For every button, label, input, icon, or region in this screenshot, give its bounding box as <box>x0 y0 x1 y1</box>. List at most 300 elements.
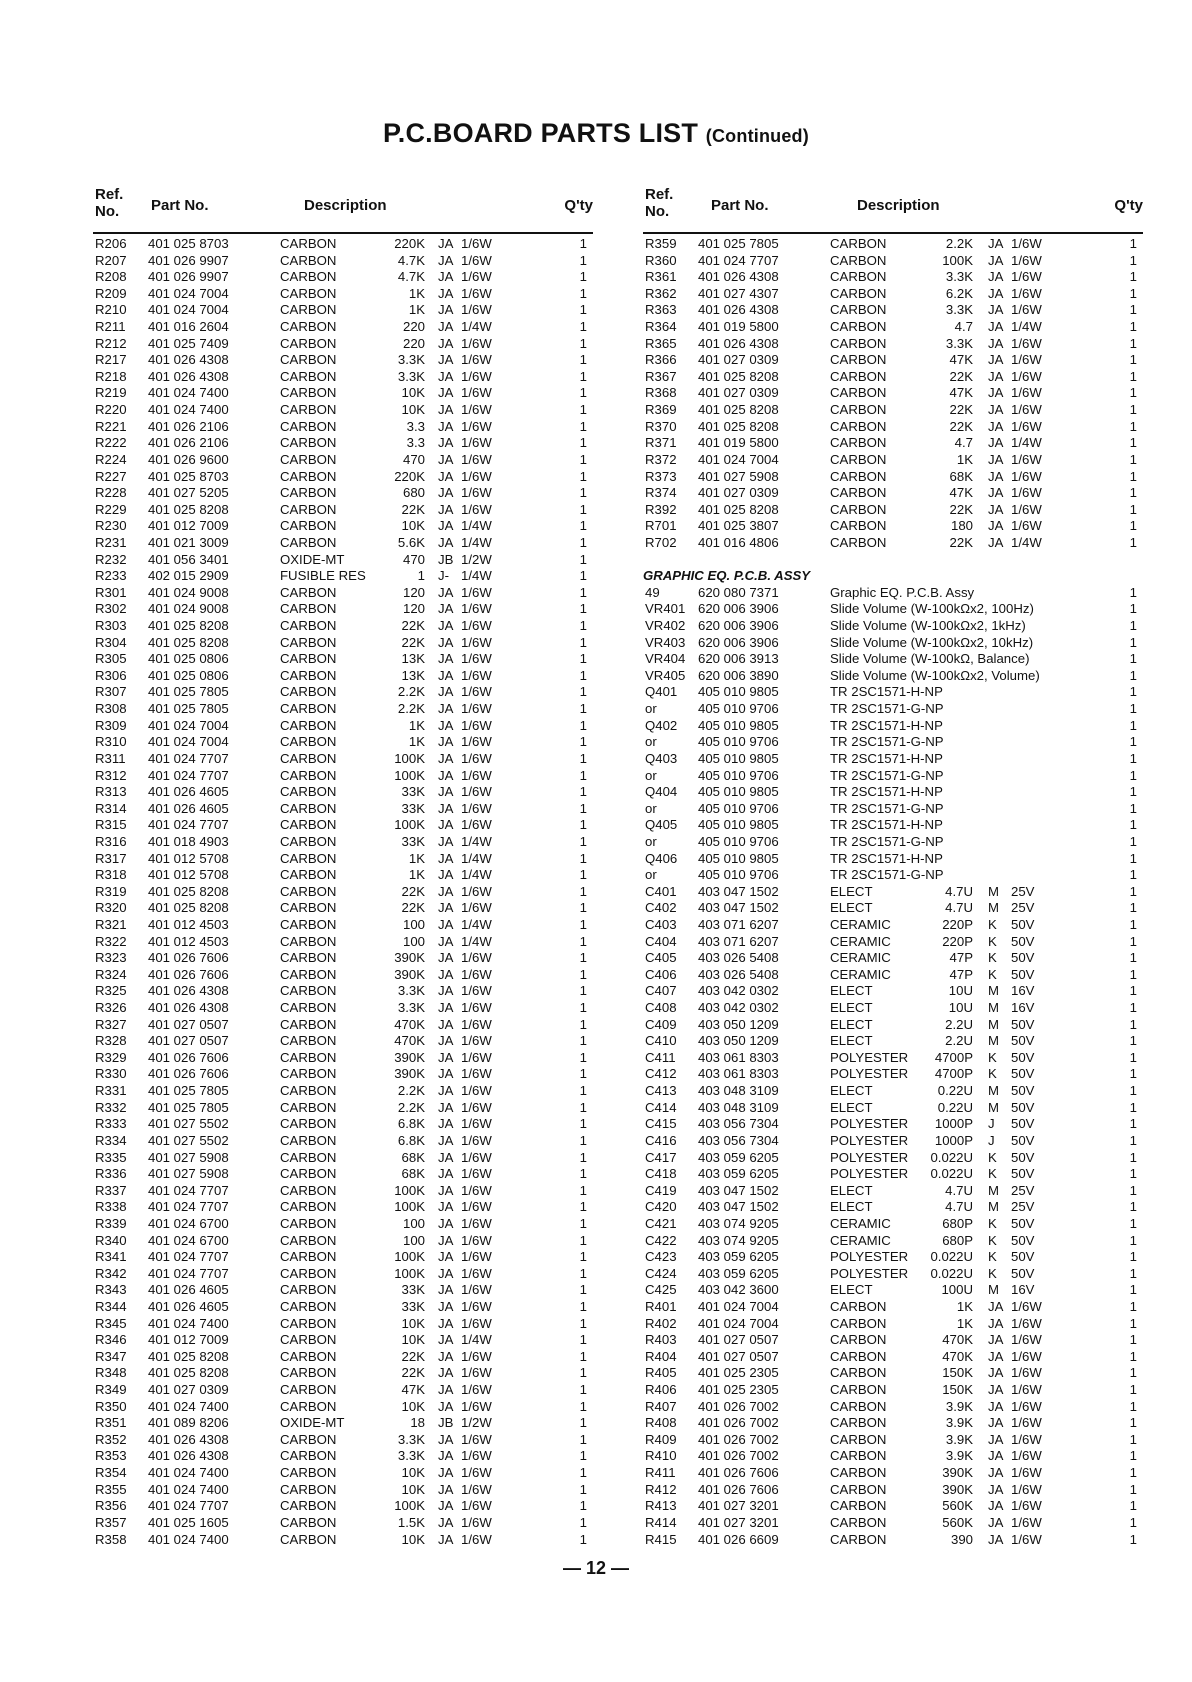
quantity: 1 <box>1129 352 1137 368</box>
value: 470K <box>394 1016 425 1032</box>
value: 390K <box>394 966 425 982</box>
table-row <box>93 1249 593 1266</box>
quantity: 1 <box>1129 1166 1137 1182</box>
ref-no: R322 <box>95 933 127 949</box>
ref-no: C414 <box>645 1099 677 1115</box>
table-row <box>93 385 593 402</box>
table-row <box>643 884 1143 901</box>
rating: 1/6W <box>461 750 492 766</box>
ref-no: R311 <box>95 750 126 766</box>
table-row <box>93 651 593 668</box>
part-no: 401 026 7606 <box>148 1066 229 1082</box>
part-type: CARBON <box>280 1315 337 1331</box>
tolerance: K <box>988 1249 997 1265</box>
rating: 1/6W <box>461 1099 492 1115</box>
part-type: CARBON <box>280 1016 337 1032</box>
value: 180 <box>950 518 973 534</box>
quantity: 1 <box>579 667 587 683</box>
quantity: 1 <box>579 850 587 866</box>
part-no: 401 027 5908 <box>698 468 779 484</box>
rating: 25V <box>1011 1182 1035 1198</box>
rating: 1/6W <box>461 651 492 667</box>
rating: 1/4W <box>461 1332 492 1348</box>
tolerance: JA <box>438 385 454 401</box>
quantity: 1 <box>1129 1049 1137 1065</box>
table-row <box>93 1498 593 1515</box>
value: 22K <box>401 501 425 517</box>
tolerance: JA <box>988 501 1004 517</box>
value: 100K <box>394 1498 425 1514</box>
tolerance: J- <box>438 568 449 584</box>
rating: 1/2W <box>461 1415 492 1431</box>
part-no: 403 074 9205 <box>698 1232 779 1248</box>
tolerance: K <box>988 933 997 949</box>
value: 13K <box>401 651 425 667</box>
tolerance: JA <box>438 368 454 384</box>
table-row <box>643 352 1143 369</box>
quantity: 1 <box>1129 1398 1137 1414</box>
quantity: 1 <box>579 734 587 750</box>
ref-no: C408 <box>645 1000 677 1016</box>
value: 100K <box>942 252 973 268</box>
quantity: 1 <box>579 518 587 534</box>
quantity: 1 <box>579 435 587 451</box>
description: TR 2SC1571-G-NP <box>830 800 944 816</box>
ref-no: R363 <box>645 302 677 318</box>
part-no: 405 010 9805 <box>698 684 779 700</box>
table-row <box>93 402 593 419</box>
ref-no: R217 <box>95 352 127 368</box>
part-no: 401 089 8206 <box>148 1415 229 1431</box>
quantity: 1 <box>579 485 587 501</box>
rating: 1/6W <box>461 1315 492 1331</box>
rating: 1/6W <box>1011 368 1042 384</box>
ref-no: C411 <box>645 1049 676 1065</box>
part-no: 401 027 5908 <box>148 1149 229 1165</box>
value: 100K <box>394 1249 425 1265</box>
table-row <box>93 1033 593 1050</box>
value: 4.7K <box>397 252 425 268</box>
rating: 1/6W <box>461 618 492 634</box>
part-no: 401 012 5708 <box>148 850 229 866</box>
part-type: CARBON <box>280 1282 337 1298</box>
part-type: CARBON <box>280 651 337 667</box>
quantity: 1 <box>1129 1315 1137 1331</box>
part-no: 401 024 7004 <box>698 451 779 467</box>
rating: 1/6W <box>461 900 492 916</box>
part-no: 403 048 3109 <box>698 1083 779 1099</box>
part-type: CARBON <box>280 485 337 501</box>
ref-no: C420 <box>645 1199 677 1215</box>
table-row <box>93 1432 593 1449</box>
rating: 1/6W <box>461 501 492 517</box>
quantity: 1 <box>1129 667 1137 683</box>
tolerance: K <box>988 1232 997 1248</box>
tolerance: JA <box>438 983 454 999</box>
tolerance: JA <box>988 1514 1004 1530</box>
tolerance: JA <box>438 335 454 351</box>
quantity: 1 <box>579 252 587 268</box>
quantity: 1 <box>579 651 587 667</box>
value: 4700P <box>934 1066 973 1082</box>
table-row <box>643 701 1143 718</box>
ref-no: R329 <box>95 1049 127 1065</box>
ref-no: or <box>645 767 657 783</box>
value: 4.7 <box>954 319 973 335</box>
ref-no: R313 <box>95 784 127 800</box>
qty-header: Q'ty <box>1114 197 1143 214</box>
part-no: 403 059 6205 <box>698 1166 779 1182</box>
table-row <box>643 950 1143 967</box>
ref-no: C416 <box>645 1132 677 1148</box>
quantity: 1 <box>579 767 587 783</box>
table-row <box>643 1017 1143 1034</box>
part-no: 620 006 3906 <box>698 601 779 617</box>
table-row <box>643 1183 1143 1200</box>
ref-no: R410 <box>645 1448 677 1464</box>
tolerance: JA <box>988 1431 1004 1447</box>
ref-no: Q403 <box>645 750 678 766</box>
table-row <box>93 1415 593 1432</box>
quantity: 1 <box>1129 1033 1137 1049</box>
part-type: CERAMIC <box>830 1232 891 1248</box>
value: 3.3 <box>406 418 425 434</box>
table-row <box>643 1000 1143 1017</box>
part-type: CARBON <box>830 435 887 451</box>
part-no: 401 016 2604 <box>148 319 229 335</box>
part-no: 401 012 5708 <box>148 867 229 883</box>
rating: 1/6W <box>461 634 492 650</box>
ref-no: R351 <box>95 1415 127 1431</box>
ref-no: R337 <box>95 1182 127 1198</box>
value: 470 <box>402 551 425 567</box>
value: 1000P <box>934 1116 973 1132</box>
value: 100 <box>402 1232 425 1248</box>
value: 47K <box>949 352 973 368</box>
rating: 1/6W <box>1011 1498 1042 1514</box>
quantity: 1 <box>579 966 587 982</box>
ref-no: R320 <box>95 900 127 916</box>
table-row <box>93 1216 593 1233</box>
tolerance: JA <box>988 1299 1004 1314</box>
quantity: 1 <box>579 302 587 318</box>
ref-no: R354 <box>95 1465 127 1481</box>
rating: 50V <box>1011 950 1035 966</box>
tolerance: JA <box>438 1232 454 1248</box>
value: 22K <box>401 1348 425 1364</box>
quantity: 1 <box>1129 252 1137 268</box>
value: 680P <box>942 1232 973 1248</box>
value: 10K <box>401 1315 425 1331</box>
table-row <box>93 718 593 735</box>
part-type: CARBON <box>830 1481 887 1497</box>
part-type: CARBON <box>830 1531 887 1547</box>
ref-no: Q402 <box>645 717 678 733</box>
part-no: 620 006 3890 <box>698 667 779 683</box>
value: 1K <box>956 451 973 467</box>
quantity: 1 <box>579 933 587 949</box>
table-row <box>93 1299 593 1316</box>
value: 560K <box>942 1514 973 1530</box>
part-no: 401 027 0309 <box>698 385 779 401</box>
ref-no: R338 <box>95 1199 127 1215</box>
rating: 1/6W <box>461 435 492 451</box>
part-type: ELECT <box>830 1033 873 1049</box>
quantity: 1 <box>579 1116 587 1132</box>
part-no: 401 026 4308 <box>148 983 229 999</box>
part-type: POLYESTER <box>830 1249 909 1265</box>
part-type: CARBON <box>280 634 337 650</box>
table-row <box>93 1050 593 1067</box>
table-row <box>93 1515 593 1532</box>
ref-header-line2: No. <box>645 203 670 220</box>
quantity: 1 <box>579 385 587 401</box>
value: 3.3K <box>945 335 973 351</box>
part-no: 401 056 3401 <box>148 551 229 567</box>
part-no: 401 024 7707 <box>148 1249 229 1265</box>
tolerance: K <box>988 1049 997 1065</box>
ref-no: R305 <box>95 651 127 667</box>
value: 390K <box>942 1465 973 1481</box>
ref-no: R369 <box>645 402 677 418</box>
part-type: CERAMIC <box>830 916 891 932</box>
table-row <box>93 1316 593 1333</box>
quantity: 1 <box>579 1448 587 1464</box>
ref-no: R302 <box>95 601 127 617</box>
part-type: CARBON <box>280 1099 337 1115</box>
part-no: 401 026 4308 <box>148 1448 229 1464</box>
part-type: CARBON <box>280 584 337 600</box>
ref-no: R368 <box>645 385 677 401</box>
table-row <box>93 618 593 635</box>
rating: 1/6W <box>461 1199 492 1215</box>
ref-no: R414 <box>645 1514 677 1530</box>
ref-no: R231 <box>95 534 127 550</box>
tolerance: JA <box>438 1199 454 1215</box>
ref-no: 49 <box>645 584 660 600</box>
value: 1K <box>408 302 425 318</box>
tolerance: M <box>988 1199 999 1215</box>
part-no: 403 061 8303 <box>698 1066 779 1082</box>
table-row <box>93 601 593 618</box>
quantity: 1 <box>579 1033 587 1049</box>
part-type: CARBON <box>280 1299 337 1314</box>
value: 0.022U <box>930 1249 973 1265</box>
quantity: 1 <box>579 501 587 517</box>
value: 560K <box>942 1498 973 1514</box>
quantity: 1 <box>579 983 587 999</box>
value: 10K <box>401 1481 425 1497</box>
tolerance: M <box>988 1083 999 1099</box>
value: 5.6K <box>397 534 425 550</box>
rating: 1/6W <box>461 402 492 418</box>
table-row <box>93 535 593 552</box>
table-row <box>93 585 593 602</box>
table-row <box>643 518 1143 535</box>
rating: 1/6W <box>461 1265 492 1281</box>
ref-no: R339 <box>95 1215 127 1231</box>
quantity: 1 <box>579 1531 587 1547</box>
table-row <box>643 1532 1143 1549</box>
part-no: 401 026 4308 <box>698 302 779 318</box>
quantity: 1 <box>579 684 587 700</box>
table-row <box>93 502 593 519</box>
tolerance: JA <box>988 402 1004 418</box>
tolerance: M <box>988 1099 999 1115</box>
part-no: 401 026 4308 <box>698 335 779 351</box>
tolerance: JA <box>438 767 454 783</box>
rating: 1/6W <box>461 883 492 899</box>
value: 100K <box>394 1265 425 1281</box>
part-type: CARBON <box>280 1066 337 1082</box>
ref-no: C402 <box>645 900 677 916</box>
table-row <box>93 1482 593 1499</box>
rating: 1/6W <box>1011 485 1042 501</box>
rating: 1/6W <box>1011 518 1042 534</box>
left-parts-rows <box>93 236 593 1548</box>
ref-no: R360 <box>645 252 677 268</box>
quantity: 1 <box>579 800 587 816</box>
ref-no: R321 <box>95 916 127 932</box>
quantity: 1 <box>1129 1332 1137 1348</box>
tolerance: JA <box>438 1514 454 1530</box>
part-no: 405 010 9706 <box>698 833 779 849</box>
tolerance: JA <box>988 1382 1004 1398</box>
ref-no: R327 <box>95 1016 127 1032</box>
value: 1K <box>956 1299 973 1314</box>
right-parts-rows-bottom <box>643 1299 1143 1548</box>
value: 10K <box>401 1332 425 1348</box>
value: 4.7U <box>945 883 973 899</box>
value: 390K <box>942 1481 973 1497</box>
part-no: 401 025 8208 <box>148 900 229 916</box>
part-no: 401 026 7002 <box>698 1431 779 1447</box>
table-row <box>643 751 1143 768</box>
value: 3.3K <box>945 269 973 285</box>
value: 22K <box>949 501 973 517</box>
part-no: 405 010 9805 <box>698 717 779 733</box>
part-type: CARBON <box>280 950 337 966</box>
quantity: 1 <box>579 1315 587 1331</box>
tolerance: JA <box>438 933 454 949</box>
tolerance: J <box>988 1116 995 1132</box>
tolerance: JA <box>438 1215 454 1231</box>
quantity: 1 <box>1129 618 1137 634</box>
part-type: CARBON <box>280 1199 337 1215</box>
table-row <box>643 1233 1143 1250</box>
ref-no: R355 <box>95 1481 127 1497</box>
value: 22K <box>401 634 425 650</box>
value: 6.8K <box>397 1116 425 1132</box>
rating: 1/4W <box>461 568 492 584</box>
ref-no: C410 <box>645 1033 677 1049</box>
table-row <box>643 452 1143 469</box>
value: 220P <box>942 933 973 949</box>
value: 220 <box>402 319 425 335</box>
table-row <box>93 485 593 502</box>
tolerance: JA <box>988 335 1004 351</box>
part-no: 401 024 7004 <box>148 734 229 750</box>
ref-no: R349 <box>95 1382 127 1398</box>
rating: 1/6W <box>461 352 492 368</box>
part-no: 401 025 0806 <box>148 667 229 683</box>
tolerance: M <box>988 900 999 916</box>
quantity: 1 <box>1129 916 1137 932</box>
part-no: 401 027 5502 <box>148 1116 229 1132</box>
table-row <box>643 867 1143 884</box>
table-row <box>93 336 593 353</box>
part-type: CARBON <box>830 335 887 351</box>
table-row <box>93 1349 593 1366</box>
tolerance: JA <box>988 236 1004 251</box>
value: 47K <box>949 385 973 401</box>
quantity: 1 <box>1129 1282 1137 1298</box>
part-type: FUSIBLE RES <box>280 568 366 584</box>
part-no: 401 025 2305 <box>698 1365 779 1381</box>
part-no: 401 025 3807 <box>698 518 779 534</box>
quantity: 1 <box>579 817 587 833</box>
ref-no: R227 <box>95 468 127 484</box>
quantity: 1 <box>1129 1182 1137 1198</box>
tolerance: JA <box>988 269 1004 285</box>
value: 68K <box>401 1166 425 1182</box>
table-row <box>93 1100 593 1117</box>
ref-no: R314 <box>95 800 127 816</box>
tolerance: M <box>988 1182 999 1198</box>
rating: 1/6W <box>461 1033 492 1049</box>
ref-no: R331 <box>95 1083 127 1099</box>
quantity: 1 <box>579 269 587 285</box>
value: 4.7U <box>945 1199 973 1215</box>
tolerance: K <box>988 1215 997 1231</box>
ref-no: R332 <box>95 1099 127 1115</box>
part-no: 401 012 7009 <box>148 1332 229 1348</box>
part-no: 405 010 9706 <box>698 767 779 783</box>
table-row <box>93 668 593 685</box>
tolerance: JA <box>438 883 454 899</box>
rating: 1/6W <box>461 701 492 717</box>
tolerance: JA <box>988 435 1004 451</box>
tolerance: JA <box>438 916 454 932</box>
table-row <box>643 1332 1143 1349</box>
description: Slide Volume (W-100kΩx2, 100Hz) <box>830 601 1034 617</box>
part-no: 401 024 7400 <box>148 1465 229 1481</box>
part-type: CARBON <box>830 352 887 368</box>
part-type: POLYESTER <box>830 1166 909 1182</box>
rating: 1/6W <box>461 584 492 600</box>
tolerance: JA <box>438 950 454 966</box>
rating: 1/6W <box>461 1465 492 1481</box>
ref-no: VR401 <box>645 601 686 617</box>
tolerance: JA <box>438 1083 454 1099</box>
tolerance: JA <box>438 1465 454 1481</box>
part-type: ELECT <box>830 883 873 899</box>
part-no: 401 024 7707 <box>148 1182 229 1198</box>
table-row <box>93 1066 593 1083</box>
quantity: 1 <box>579 402 587 418</box>
rating: 1/6W <box>1011 269 1042 285</box>
value: 10K <box>401 385 425 401</box>
quantity: 1 <box>579 1365 587 1381</box>
table-row <box>93 1532 593 1549</box>
rating: 1/6W <box>461 734 492 750</box>
part-no: 401 026 7606 <box>148 950 229 966</box>
ref-no: R343 <box>95 1282 127 1298</box>
part-no: 403 047 1502 <box>698 900 779 916</box>
part-type: CARBON <box>280 1514 337 1530</box>
value: 220K <box>394 468 425 484</box>
value: 33K <box>401 800 425 816</box>
